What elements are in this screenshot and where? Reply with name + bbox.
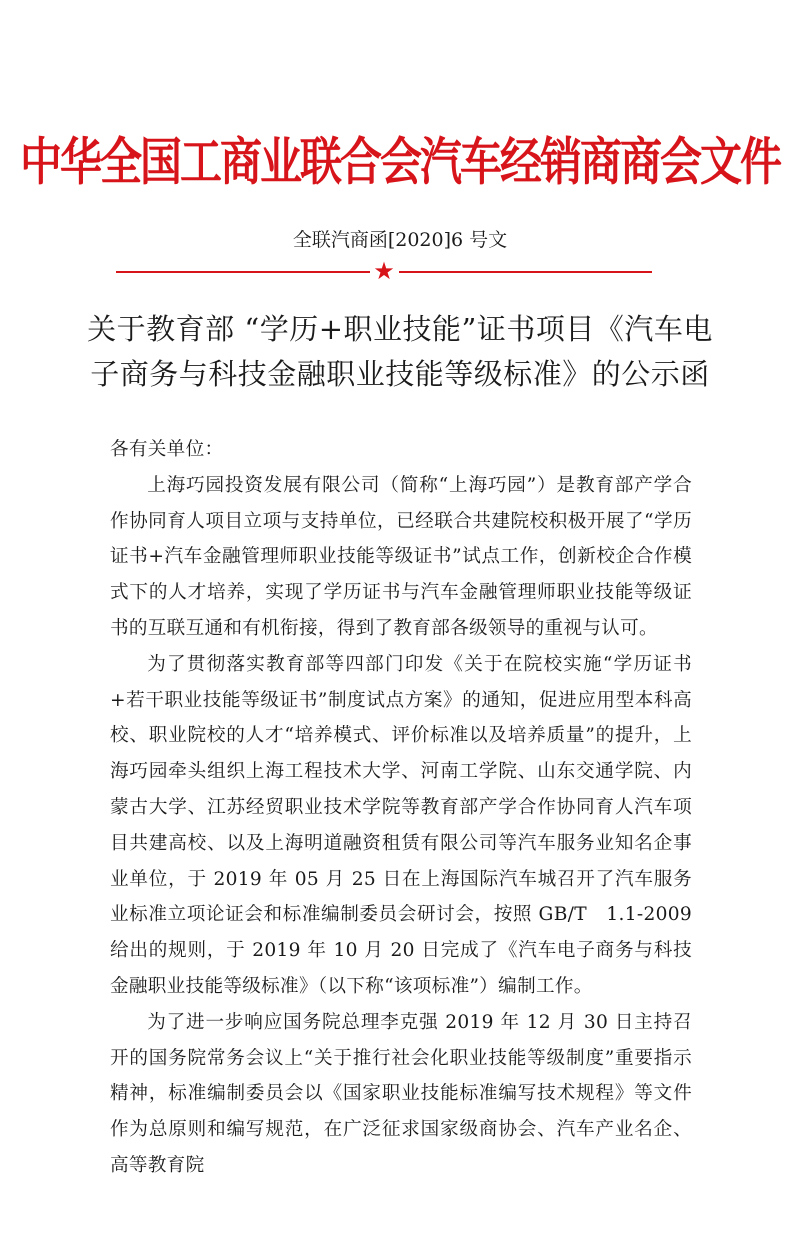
divider-line-right	[399, 271, 652, 273]
red-header-title: 中华全国工商业联合会汽车经销商商会文件	[19, 131, 780, 192]
title-line-1: 关于教育部 “学历+职业技能”证书项目《汽车电	[87, 312, 713, 346]
document-number: 全联汽商函[2020]6 号文	[292, 229, 508, 251]
document-title	[0, 307, 800, 397]
salutation: 各有关单位：	[110, 439, 224, 460]
body-paragraph-1: 上海巧园投资发展有限公司（简称“上海巧园”）是教育部产学合作协同育人项目立项与支持单位，已经联合共建院校积极开展了“学历证书+汽车金融管理师职业技能等级证书”试点工作，创新校企合作模式下的人才培养，实现了学历证书与汽车金融管理师职业技能等级证书的互联互通和有机衔接，得到了教育部各级领导的重视与认可。	[110, 474, 692, 639]
star-icon: ★	[373, 257, 395, 285]
divider-line-left	[116, 271, 370, 273]
title-line-2: 子商务与科技金融职业技能等级标准》的公示函	[90, 357, 710, 391]
body-paragraph-3: 为了进一步响应国务院总理李克强 2019 年 12 月 30 日主持召开的国务院常务会议上“关于推行社会化职业技能等级制度”重要指示精神，标准编制委员会以《国家职业技能标准编写技术规程》等文件作为总原则和编写规范，在广泛征求国家级商协会、汽车产业名企、高等教育院	[110, 1011, 692, 1176]
document-body	[110, 432, 692, 1184]
red-divider	[116, 257, 652, 285]
body-paragraph-2: 为了贯彻落实教育部等四部门印发《关于在院校实施“学历证书+若干职业技能等级证书”制度试点方案》的通知，促进应用型本科高校、职业院校的人才“培养模式、评价标准以及培养质量”的提升，上海巧园牵头组织上海工程技术大学、河南工学院、山东交通学院、内蒙古大学、江苏经贸职业技术学院等教育部产学合作协同育人汽车项目共建高校、以及上海明道融资租赁有限公司等汽车服务业知名企事业单位，于 2019 年 05 月 25 日在上海国际汽车城召开了汽车服务业标准立项论证会和标准编制委员会研讨会，按照 GB/T 1.1-2009 给出的规则，于 2019 年 10 月 20 日完成了《汽车电子商务与科技金融职业技能等级标准》（以下称“该项标准”）编制工作。	[110, 653, 692, 997]
